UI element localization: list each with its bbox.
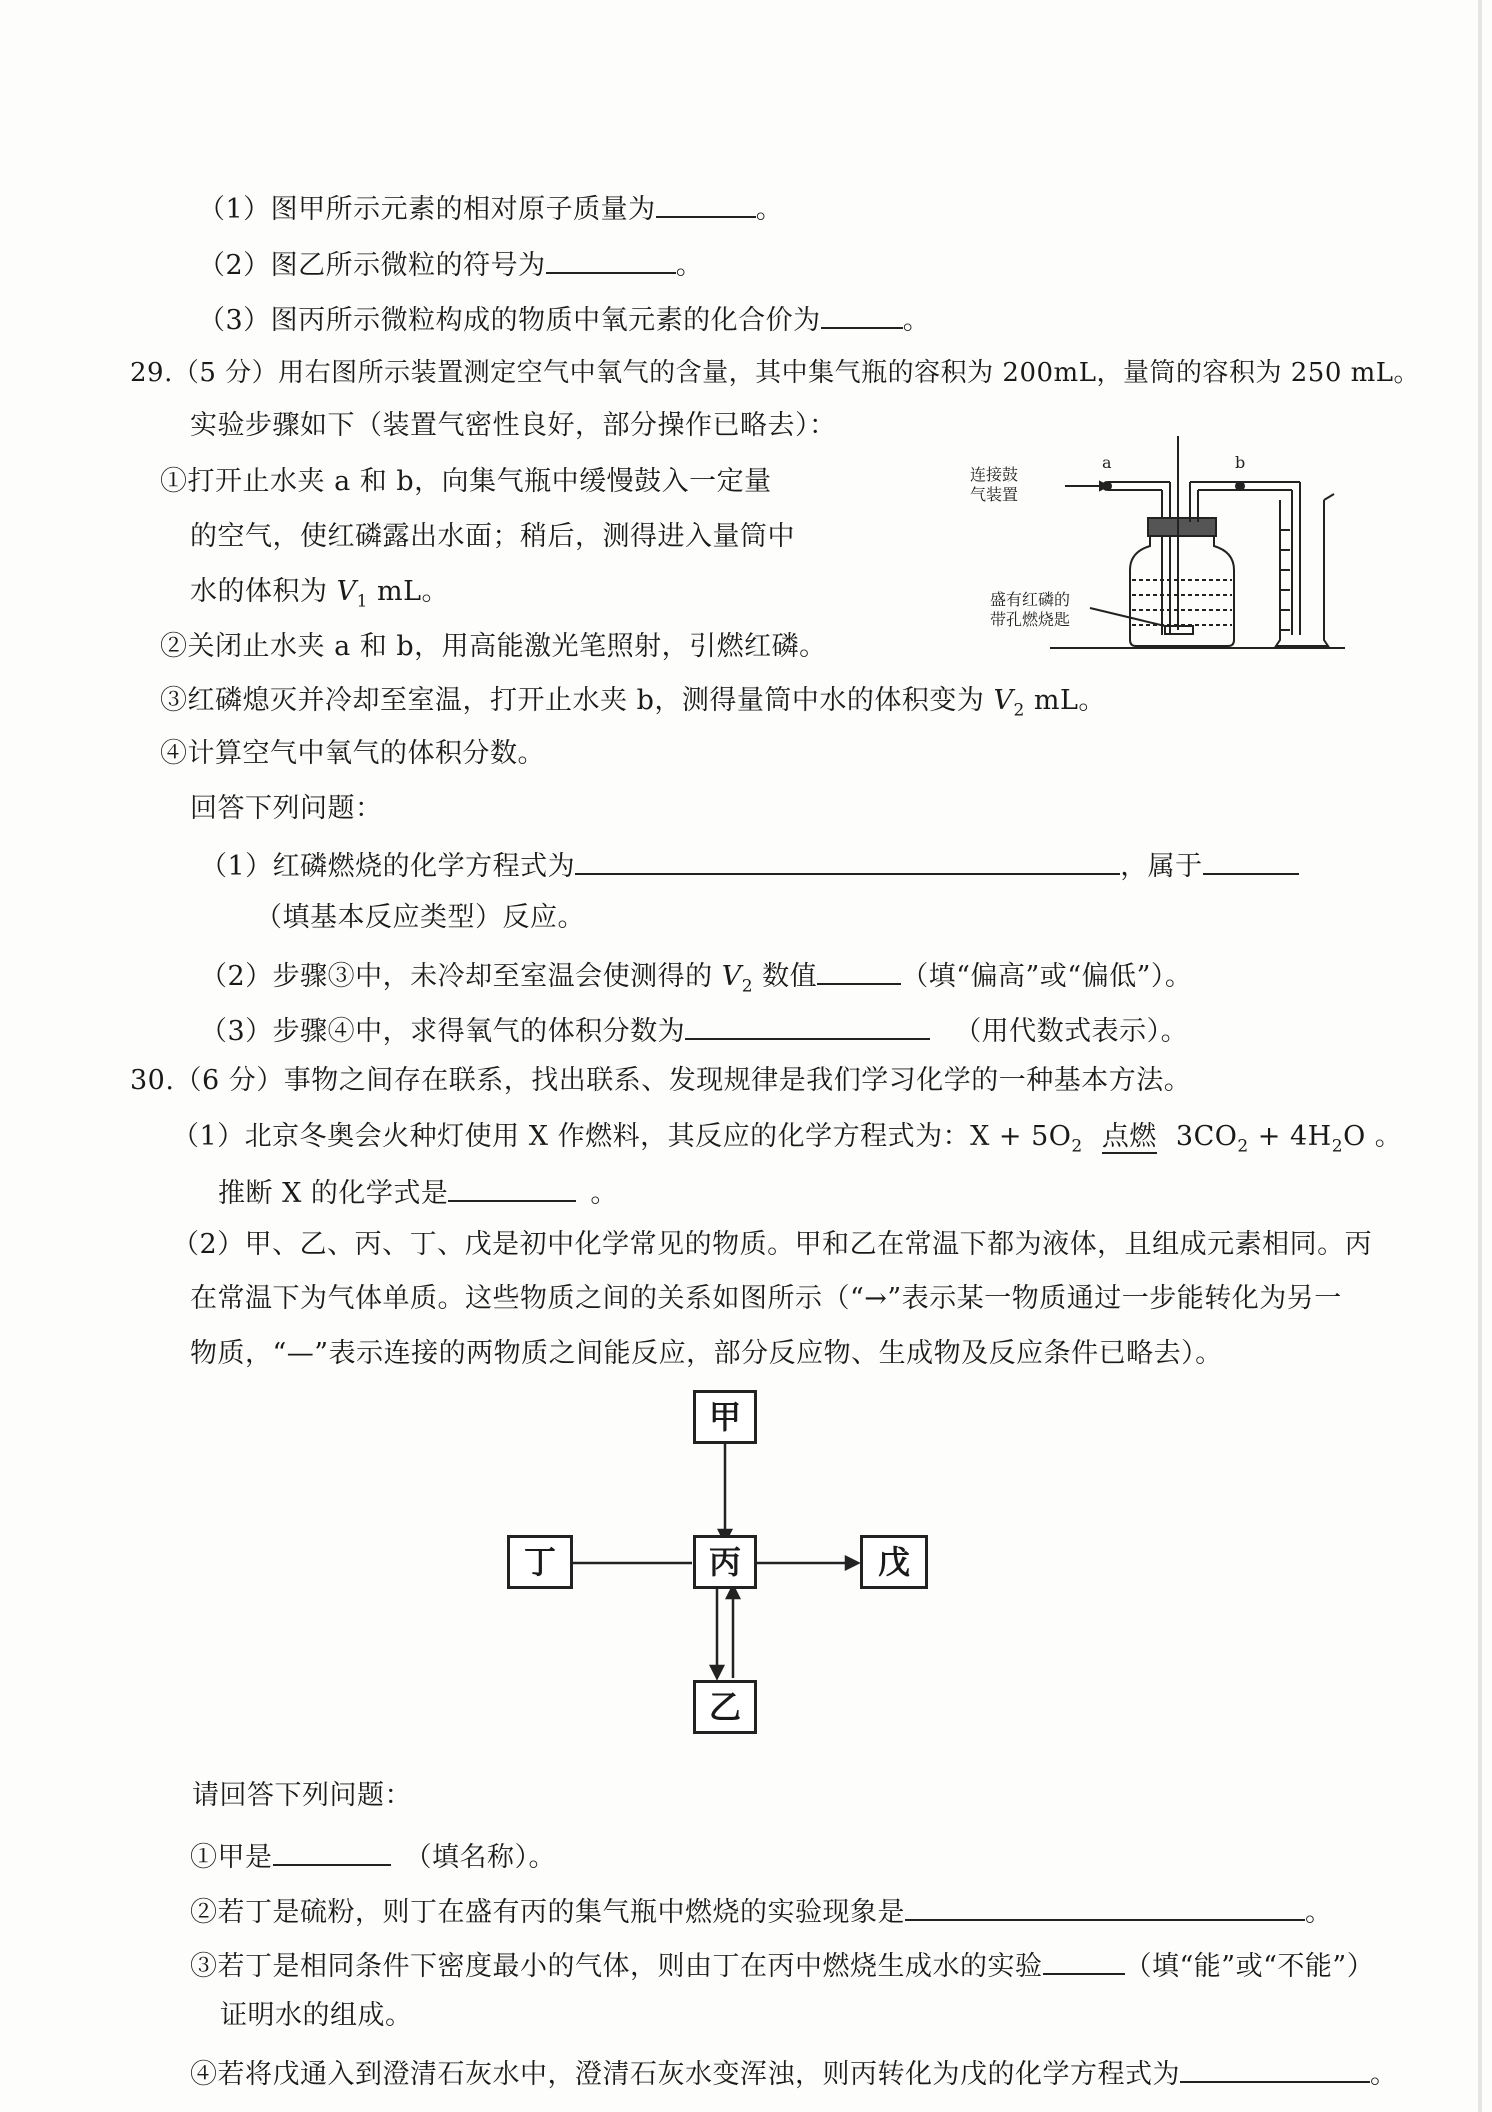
blank[interactable] [1043,1945,1125,1975]
q29-step1c: 水的体积为 $V_1$ mL。 [190,576,450,612]
node-yi: 乙 [693,1680,757,1734]
q29-steps-intro: 实验步骤如下（装置气密性良好，部分操作已略去）： [190,410,837,441]
label-clamp-a: a [1102,453,1112,472]
q29-a1: （1）红磷燃烧的化学方程式为 ，属于 [200,845,1299,885]
q29-a3: （3）步骤④中，求得氧气的体积分数为 （用代数式表示）。 [200,1010,1188,1050]
q28-sub2: （2）图乙所示微粒的符号为 。 [198,244,703,284]
reaction-type-blank[interactable] [1203,845,1299,875]
blank[interactable] [656,188,756,218]
label-spoon-1: 盛有红磷的 [990,590,1071,609]
q30-p1: （1）北京冬奥会火种灯使用 X 作燃料，其反应的化学方程式为：$X + 5O_2$ 点燃 $3CO_2 + 4H_2O$ 。 [172,1121,1403,1157]
q29-step1b: 的空气，使红磷露出水面；稍后，测得进入量筒中 [190,521,795,552]
blank[interactable] [546,244,676,274]
q28-sub1: （1）图甲所示元素的相对原子质量为 。 [198,188,783,228]
apparatus-figure [950,430,1360,650]
blank[interactable] [685,1010,930,1040]
label-spoon-2: 带孔燃烧匙 [990,610,1071,629]
page-right-edge [1478,0,1482,2112]
q29-a1-cont: （填基本反应类型）反应。 [255,902,585,933]
q30-please: 请回答下列问题： [192,1780,412,1811]
label-clamp-b: b [1235,453,1246,472]
q30-p2-line2: 在常温下为气体单质。这些物质之间的关系如图所示（“→”表示某一物质通过一步能转化为另一 [190,1283,1342,1314]
q30-r1: ①甲是 （填名称）。 [190,1836,556,1876]
q28-sub3: （3）图丙所示微粒构成的物质中氧元素的化合价为 。 [198,299,930,339]
label-inlet-1: 连接鼓 [970,465,1019,484]
q30-r3-cont: 证明水的组成。 [220,2000,413,2031]
q29-header: 29.（5 分）用右图所示装置测定空气中氧气的含量，其中集气瓶的容积为 200mL，量筒的容积为 250 mL。 [130,358,1421,388]
blank[interactable] [273,1836,391,1866]
node-ding: 丁 [507,1535,573,1589]
q30-p2-line1: （2）甲、乙、丙、丁、戊是初中化学常见的物质。甲和乙在常温下都为液体，且组成元素相同。丙 [172,1229,1373,1260]
blank[interactable] [817,955,901,985]
label-inlet-2: 气装置 [970,485,1019,504]
q29-step3: ③红磷熄灭并冷却至室温，打开止水夹 b，测得量筒中水的体积变为 $V_2$ mL。 [160,685,1106,721]
q29-step1a: ①打开止水夹 a 和 b，向集气瓶中缓慢鼓入一定量 [160,466,772,497]
q29-answer-intro: 回答下列问题： [190,793,383,824]
q30-r4: ④若将戊通入到澄清石灰水中，澄清石灰水变浑浊，则丙转化为戊的化学方程式为 。 [190,2053,1398,2093]
q29-a2: （2）步骤③中，未冷却至室温会使测得的 $V_2$ 数值 （填“偏高”或“偏低”）。 [200,955,1192,995]
q30-r3: ③若丁是相同条件下密度最小的气体，则由丁在丙中燃烧生成水的实验 （填“能”或“不能”） [190,1945,1374,1985]
node-jia: 甲 [693,1390,757,1444]
q30-header: 30.（6 分）事物之间存在联系，找出联系、发现规律是我们学习化学的一种基本方法。 [130,1065,1192,1096]
q29-step4: ④计算空气中氧气的体积分数。 [160,738,545,769]
blank[interactable] [905,1891,1305,1921]
q30-p1-question: 推断 X 的化学式是 。 [218,1172,618,1212]
blank[interactable] [1180,2053,1370,2083]
node-bing: 丙 [693,1535,757,1589]
node-wu: 戊 [860,1535,928,1589]
q29-step2: ②关闭止水夹 a 和 b，用高能激光笔照射，引燃红磷。 [160,631,827,662]
equation-blank[interactable] [575,845,1120,875]
q30-p2-line3: 物质，“—”表示连接的两物质之间能反应，部分反应物、生成物及反应条件已略去）。 [190,1338,1223,1369]
blank[interactable] [448,1172,576,1202]
blank[interactable] [821,299,903,329]
q30-r2: ②若丁是硫粉，则丁在盛有丙的集气瓶中燃烧的实验现象是 。 [190,1891,1333,1931]
